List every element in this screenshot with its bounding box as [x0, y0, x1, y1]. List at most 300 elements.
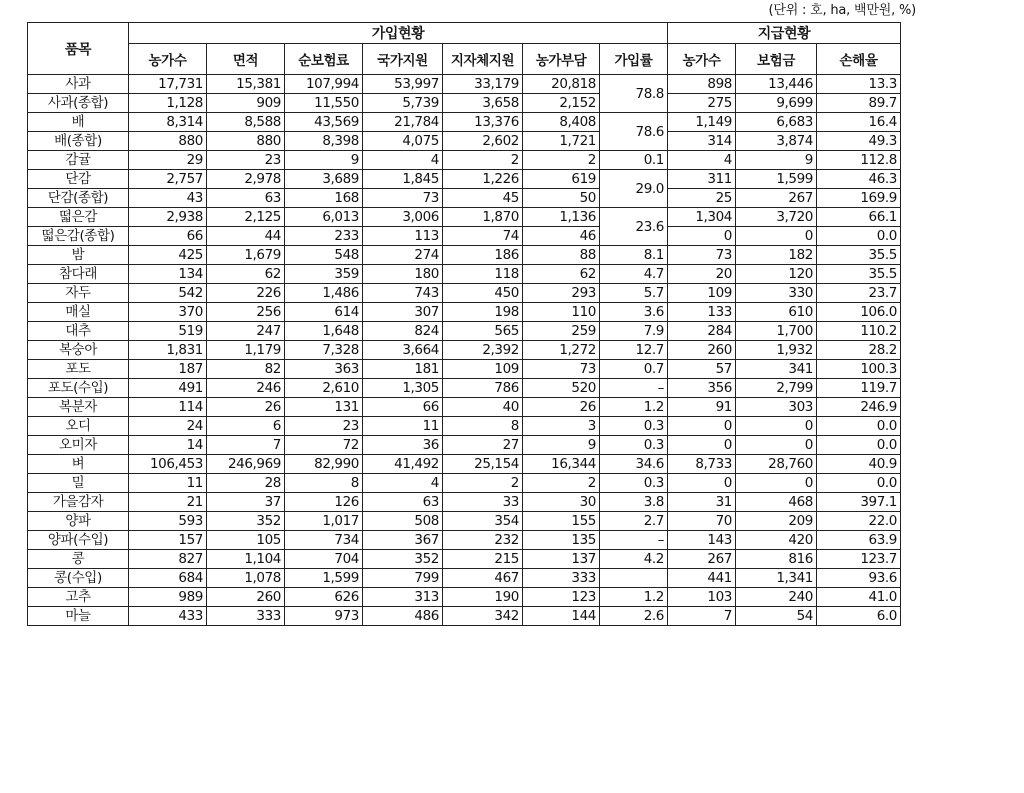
- cell-payout: 3,720: [736, 208, 817, 227]
- cell-area: 247: [207, 322, 285, 341]
- table-row: [28, 417, 901, 436]
- cell-local: 467: [443, 569, 523, 588]
- cell-payment-farms: 103: [668, 588, 736, 607]
- cell-farmer: 1,272: [523, 341, 600, 360]
- cell-local: 232: [443, 531, 523, 550]
- cell-payout: 1,341: [736, 569, 817, 588]
- cell-payment-farms: 25: [668, 189, 736, 208]
- cell-farms: 491: [129, 379, 207, 398]
- table-row: [28, 512, 901, 531]
- cell-premium: 704: [285, 550, 363, 569]
- table-row: [28, 208, 901, 227]
- cell-payment-farms: 133: [668, 303, 736, 322]
- cell-local: 2: [443, 474, 523, 493]
- cell-premium: 72: [285, 436, 363, 455]
- cell-premium: 7,328: [285, 341, 363, 360]
- cell-farms: 519: [129, 322, 207, 341]
- cell-rate: 0.3: [600, 417, 668, 436]
- cell-payment-farms: 73: [668, 246, 736, 265]
- cell-local: 1,870: [443, 208, 523, 227]
- cell-nation: 743: [363, 284, 443, 303]
- cell-payment-farms: 109: [668, 284, 736, 303]
- cell-area: 260: [207, 588, 285, 607]
- cell-local: 45: [443, 189, 523, 208]
- cell-rate: 4.7: [600, 265, 668, 284]
- table-row: [28, 113, 901, 132]
- cell-payment-farms: 7: [668, 607, 736, 626]
- unit-note: (단위 : 호, ha, 백만원, %): [768, 3, 916, 18]
- cell-area: 28: [207, 474, 285, 493]
- cell-local: 13,376: [443, 113, 523, 132]
- cell-farms: 114: [129, 398, 207, 417]
- cell-farmer: 20,818: [523, 75, 600, 94]
- cell-payout: 610: [736, 303, 817, 322]
- cell-loss: 63.9: [817, 531, 901, 550]
- cell-item: 복분자: [28, 398, 129, 417]
- cell-payment-farms: 0: [668, 436, 736, 455]
- cell-rate: 78.8: [600, 75, 668, 113]
- cell-loss: 0.0: [817, 474, 901, 493]
- cell-area: 23: [207, 151, 285, 170]
- cell-nation: 1,305: [363, 379, 443, 398]
- cell-payment-farms: 441: [668, 569, 736, 588]
- table-row: [28, 265, 901, 284]
- cell-rate: [600, 569, 668, 588]
- cell-payment-farms: 267: [668, 550, 736, 569]
- cell-item: 대추: [28, 322, 129, 341]
- cell-premium: 3,689: [285, 170, 363, 189]
- cell-nation: 367: [363, 531, 443, 550]
- cell-payout: 182: [736, 246, 817, 265]
- cell-premium: 626: [285, 588, 363, 607]
- cell-area: 6: [207, 417, 285, 436]
- cell-premium: 82,990: [285, 455, 363, 474]
- cell-farmer: 1,136: [523, 208, 600, 227]
- cell-payment-farms: 31: [668, 493, 736, 512]
- cell-local: 40: [443, 398, 523, 417]
- cell-farmer: 144: [523, 607, 600, 626]
- header-enroll-area: 면적: [207, 44, 285, 75]
- cell-area: 226: [207, 284, 285, 303]
- cell-rate: 23.6: [600, 208, 668, 246]
- table-row: [28, 588, 901, 607]
- cell-farmer: 50: [523, 189, 600, 208]
- cell-area: 1,078: [207, 569, 285, 588]
- insurance-table: [27, 22, 901, 626]
- cell-item: 양파: [28, 512, 129, 531]
- cell-payment-farms: 57: [668, 360, 736, 379]
- cell-item: 참다래: [28, 265, 129, 284]
- cell-item: 오디: [28, 417, 129, 436]
- table-row: [28, 246, 901, 265]
- cell-item: 포도: [28, 360, 129, 379]
- cell-rate: 3.6: [600, 303, 668, 322]
- cell-area: 62: [207, 265, 285, 284]
- cell-item: 단감: [28, 170, 129, 189]
- cell-payment-farms: 1,304: [668, 208, 736, 227]
- table-body: [28, 75, 901, 626]
- cell-nation: 3,664: [363, 341, 443, 360]
- cell-premium: 11,550: [285, 94, 363, 113]
- cell-local: 8: [443, 417, 523, 436]
- cell-area: 256: [207, 303, 285, 322]
- cell-local: 25,154: [443, 455, 523, 474]
- cell-payout: 330: [736, 284, 817, 303]
- cell-rate: 34.6: [600, 455, 668, 474]
- cell-loss: 123.7: [817, 550, 901, 569]
- cell-area: 246,969: [207, 455, 285, 474]
- cell-nation: 274: [363, 246, 443, 265]
- cell-rate: 0.7: [600, 360, 668, 379]
- cell-payment-farms: 898: [668, 75, 736, 94]
- cell-rate: –: [600, 379, 668, 398]
- cell-payout: 120: [736, 265, 817, 284]
- cell-nation: 4: [363, 474, 443, 493]
- cell-loss: 46.3: [817, 170, 901, 189]
- cell-farms: 106,453: [129, 455, 207, 474]
- header-payment-payout: 보험금: [736, 44, 817, 75]
- cell-farmer: 123: [523, 588, 600, 607]
- table-row: [28, 189, 901, 208]
- cell-rate: 2.7: [600, 512, 668, 531]
- cell-payout: 13,446: [736, 75, 817, 94]
- cell-farms: 157: [129, 531, 207, 550]
- cell-payment-farms: 143: [668, 531, 736, 550]
- header-enroll-local: 지자체지원: [443, 44, 523, 75]
- cell-farmer: 30: [523, 493, 600, 512]
- cell-farms: 2,757: [129, 170, 207, 189]
- cell-payment-farms: 356: [668, 379, 736, 398]
- cell-local: 118: [443, 265, 523, 284]
- cell-area: 352: [207, 512, 285, 531]
- cell-payment-farms: 4: [668, 151, 736, 170]
- cell-loss: 22.0: [817, 512, 901, 531]
- cell-payout: 1,700: [736, 322, 817, 341]
- table-row: [28, 379, 901, 398]
- table-row: [28, 94, 901, 113]
- cell-farms: 66: [129, 227, 207, 246]
- cell-farms: 370: [129, 303, 207, 322]
- cell-rate: 0.1: [600, 151, 668, 170]
- cell-payment-farms: 91: [668, 398, 736, 417]
- header-enroll-farms: 농가수: [129, 44, 207, 75]
- cell-area: 1,679: [207, 246, 285, 265]
- cell-item: 콩: [28, 550, 129, 569]
- table-row: [28, 550, 901, 569]
- cell-payout: 9: [736, 151, 817, 170]
- cell-loss: 93.6: [817, 569, 901, 588]
- cell-local: 565: [443, 322, 523, 341]
- cell-premium: 6,013: [285, 208, 363, 227]
- cell-farms: 2,938: [129, 208, 207, 227]
- cell-farmer: 110: [523, 303, 600, 322]
- cell-loss: 0.0: [817, 417, 901, 436]
- cell-farmer: 293: [523, 284, 600, 303]
- cell-payout: 468: [736, 493, 817, 512]
- cell-area: 880: [207, 132, 285, 151]
- cell-loss: 41.0: [817, 588, 901, 607]
- cell-rate: 2.6: [600, 607, 668, 626]
- cell-area: 2,978: [207, 170, 285, 189]
- cell-farmer: 155: [523, 512, 600, 531]
- cell-rate: 78.6: [600, 113, 668, 151]
- cell-local: 342: [443, 607, 523, 626]
- cell-payout: 3,874: [736, 132, 817, 151]
- cell-premium: 2,610: [285, 379, 363, 398]
- cell-payout: 0: [736, 417, 817, 436]
- cell-premium: 8,398: [285, 132, 363, 151]
- header-enroll-farmer: 농가부담: [523, 44, 600, 75]
- cell-payment-farms: 1,149: [668, 113, 736, 132]
- cell-item: 매실: [28, 303, 129, 322]
- cell-payment-farms: 8,733: [668, 455, 736, 474]
- cell-farms: 21: [129, 493, 207, 512]
- cell-nation: 799: [363, 569, 443, 588]
- cell-premium: 131: [285, 398, 363, 417]
- cell-loss: 6.0: [817, 607, 901, 626]
- cell-payout: 240: [736, 588, 817, 607]
- cell-farms: 29: [129, 151, 207, 170]
- cell-rate: 7.9: [600, 322, 668, 341]
- cell-farms: 187: [129, 360, 207, 379]
- table-row: [28, 132, 901, 151]
- cell-rate: 0.3: [600, 436, 668, 455]
- cell-farmer: 3: [523, 417, 600, 436]
- cell-local: 33: [443, 493, 523, 512]
- cell-rate: 0.3: [600, 474, 668, 493]
- header-item: 품목: [28, 23, 129, 75]
- cell-payout: 303: [736, 398, 817, 417]
- header-enroll-premium: 순보험료: [285, 44, 363, 75]
- table-row: [28, 455, 901, 474]
- cell-nation: 73: [363, 189, 443, 208]
- cell-rate: 29.0: [600, 170, 668, 208]
- cell-loss: 397.1: [817, 493, 901, 512]
- cell-rate: 12.7: [600, 341, 668, 360]
- cell-farms: 14: [129, 436, 207, 455]
- cell-area: 909: [207, 94, 285, 113]
- cell-area: 8,588: [207, 113, 285, 132]
- cell-local: 2,392: [443, 341, 523, 360]
- cell-item: 콩(수입): [28, 569, 129, 588]
- cell-local: 354: [443, 512, 523, 531]
- cell-premium: 126: [285, 493, 363, 512]
- cell-local: 27: [443, 436, 523, 455]
- cell-nation: 3,006: [363, 208, 443, 227]
- cell-nation: 180: [363, 265, 443, 284]
- cell-local: 3,658: [443, 94, 523, 113]
- cell-premium: 233: [285, 227, 363, 246]
- cell-area: 333: [207, 607, 285, 626]
- cell-item: 자두: [28, 284, 129, 303]
- cell-premium: 1,648: [285, 322, 363, 341]
- cell-payment-farms: 70: [668, 512, 736, 531]
- cell-loss: 246.9: [817, 398, 901, 417]
- cell-rate: 3.8: [600, 493, 668, 512]
- cell-premium: 1,486: [285, 284, 363, 303]
- cell-payment-farms: 20: [668, 265, 736, 284]
- cell-payout: 0: [736, 474, 817, 493]
- cell-item: 가을감자: [28, 493, 129, 512]
- cell-farmer: 62: [523, 265, 600, 284]
- cell-premium: 548: [285, 246, 363, 265]
- table-row: [28, 151, 901, 170]
- cell-farms: 8,314: [129, 113, 207, 132]
- cell-area: 1,179: [207, 341, 285, 360]
- cell-nation: 352: [363, 550, 443, 569]
- cell-payout: 0: [736, 227, 817, 246]
- cell-loss: 89.7: [817, 94, 901, 113]
- cell-farms: 880: [129, 132, 207, 151]
- table-row: [28, 569, 901, 588]
- cell-farms: 989: [129, 588, 207, 607]
- cell-premium: 614: [285, 303, 363, 322]
- cell-farmer: 520: [523, 379, 600, 398]
- table-row: [28, 398, 901, 417]
- cell-loss: 110.2: [817, 322, 901, 341]
- cell-farmer: 2: [523, 151, 600, 170]
- table-row: [28, 170, 901, 189]
- cell-item: 감귤: [28, 151, 129, 170]
- table-row: [28, 360, 901, 379]
- cell-premium: 107,994: [285, 75, 363, 94]
- cell-premium: 23: [285, 417, 363, 436]
- cell-payment-farms: 0: [668, 227, 736, 246]
- cell-nation: 11: [363, 417, 443, 436]
- cell-nation: 41,492: [363, 455, 443, 474]
- cell-item: 사과: [28, 75, 129, 94]
- cell-local: 1,226: [443, 170, 523, 189]
- cell-nation: 113: [363, 227, 443, 246]
- cell-payout: 9,699: [736, 94, 817, 113]
- cell-area: 1,104: [207, 550, 285, 569]
- cell-item: 떫은감: [28, 208, 129, 227]
- header-enroll-rate: 가입률: [600, 44, 668, 75]
- cell-nation: 36: [363, 436, 443, 455]
- cell-farmer: 135: [523, 531, 600, 550]
- header-enroll-group: 가입현황: [129, 23, 668, 44]
- cell-nation: 181: [363, 360, 443, 379]
- header-payment-group: 지급현황: [668, 23, 901, 44]
- table-row: [28, 436, 901, 455]
- cell-payment-farms: 314: [668, 132, 736, 151]
- cell-farms: 24: [129, 417, 207, 436]
- header-payment-loss: 손해율: [817, 44, 901, 75]
- cell-item: 복숭아: [28, 341, 129, 360]
- cell-farmer: 16,344: [523, 455, 600, 474]
- cell-nation: 66: [363, 398, 443, 417]
- cell-item: 마늘: [28, 607, 129, 626]
- cell-item: 배: [28, 113, 129, 132]
- cell-farms: 593: [129, 512, 207, 531]
- cell-local: 215: [443, 550, 523, 569]
- table-row: [28, 607, 901, 626]
- cell-farmer: 2: [523, 474, 600, 493]
- cell-payout: 1,599: [736, 170, 817, 189]
- cell-nation: 307: [363, 303, 443, 322]
- cell-premium: 973: [285, 607, 363, 626]
- header-payment-farms: 농가수: [668, 44, 736, 75]
- cell-loss: 169.9: [817, 189, 901, 208]
- table-row: [28, 227, 901, 246]
- cell-payout: 1,932: [736, 341, 817, 360]
- cell-nation: 313: [363, 588, 443, 607]
- cell-payout: 420: [736, 531, 817, 550]
- cell-loss: 100.3: [817, 360, 901, 379]
- table-row: [28, 75, 901, 94]
- cell-area: 44: [207, 227, 285, 246]
- cell-item: 배(종합): [28, 132, 129, 151]
- cell-payout: 6,683: [736, 113, 817, 132]
- table-row: [28, 341, 901, 360]
- cell-farms: 43: [129, 189, 207, 208]
- cell-payout: 2,799: [736, 379, 817, 398]
- cell-nation: 4: [363, 151, 443, 170]
- cell-loss: 35.5: [817, 246, 901, 265]
- cell-loss: 119.7: [817, 379, 901, 398]
- cell-loss: 13.3: [817, 75, 901, 94]
- cell-payment-farms: 0: [668, 474, 736, 493]
- cell-loss: 40.9: [817, 455, 901, 474]
- cell-area: 82: [207, 360, 285, 379]
- cell-area: 26: [207, 398, 285, 417]
- cell-nation: 21,784: [363, 113, 443, 132]
- cell-item: 단감(종합): [28, 189, 129, 208]
- cell-rate: 8.1: [600, 246, 668, 265]
- cell-local: 186: [443, 246, 523, 265]
- cell-local: 190: [443, 588, 523, 607]
- cell-loss: 35.5: [817, 265, 901, 284]
- cell-farms: 1,128: [129, 94, 207, 113]
- cell-premium: 363: [285, 360, 363, 379]
- cell-farmer: 1,721: [523, 132, 600, 151]
- cell-farms: 827: [129, 550, 207, 569]
- cell-payout: 28,760: [736, 455, 817, 474]
- cell-local: 109: [443, 360, 523, 379]
- cell-item: 고추: [28, 588, 129, 607]
- cell-rate: 4.2: [600, 550, 668, 569]
- cell-item: 밤: [28, 246, 129, 265]
- cell-farms: 433: [129, 607, 207, 626]
- cell-farms: 17,731: [129, 75, 207, 94]
- cell-loss: 106.0: [817, 303, 901, 322]
- table-row: [28, 284, 901, 303]
- cell-local: 198: [443, 303, 523, 322]
- cell-loss: 49.3: [817, 132, 901, 151]
- cell-farmer: 2,152: [523, 94, 600, 113]
- cell-rate: 1.2: [600, 588, 668, 607]
- cell-farms: 684: [129, 569, 207, 588]
- cell-farmer: 73: [523, 360, 600, 379]
- cell-nation: 486: [363, 607, 443, 626]
- cell-loss: 112.8: [817, 151, 901, 170]
- cell-farmer: 137: [523, 550, 600, 569]
- cell-nation: 53,997: [363, 75, 443, 94]
- cell-farmer: 46: [523, 227, 600, 246]
- cell-premium: 359: [285, 265, 363, 284]
- cell-premium: 9: [285, 151, 363, 170]
- table-row: [28, 474, 901, 493]
- cell-payment-farms: 311: [668, 170, 736, 189]
- cell-nation: 63: [363, 493, 443, 512]
- cell-area: 15,381: [207, 75, 285, 94]
- cell-farmer: 26: [523, 398, 600, 417]
- cell-local: 450: [443, 284, 523, 303]
- cell-local: 2,602: [443, 132, 523, 151]
- cell-nation: 824: [363, 322, 443, 341]
- cell-item: 포도(수입): [28, 379, 129, 398]
- cell-rate: 1.2: [600, 398, 668, 417]
